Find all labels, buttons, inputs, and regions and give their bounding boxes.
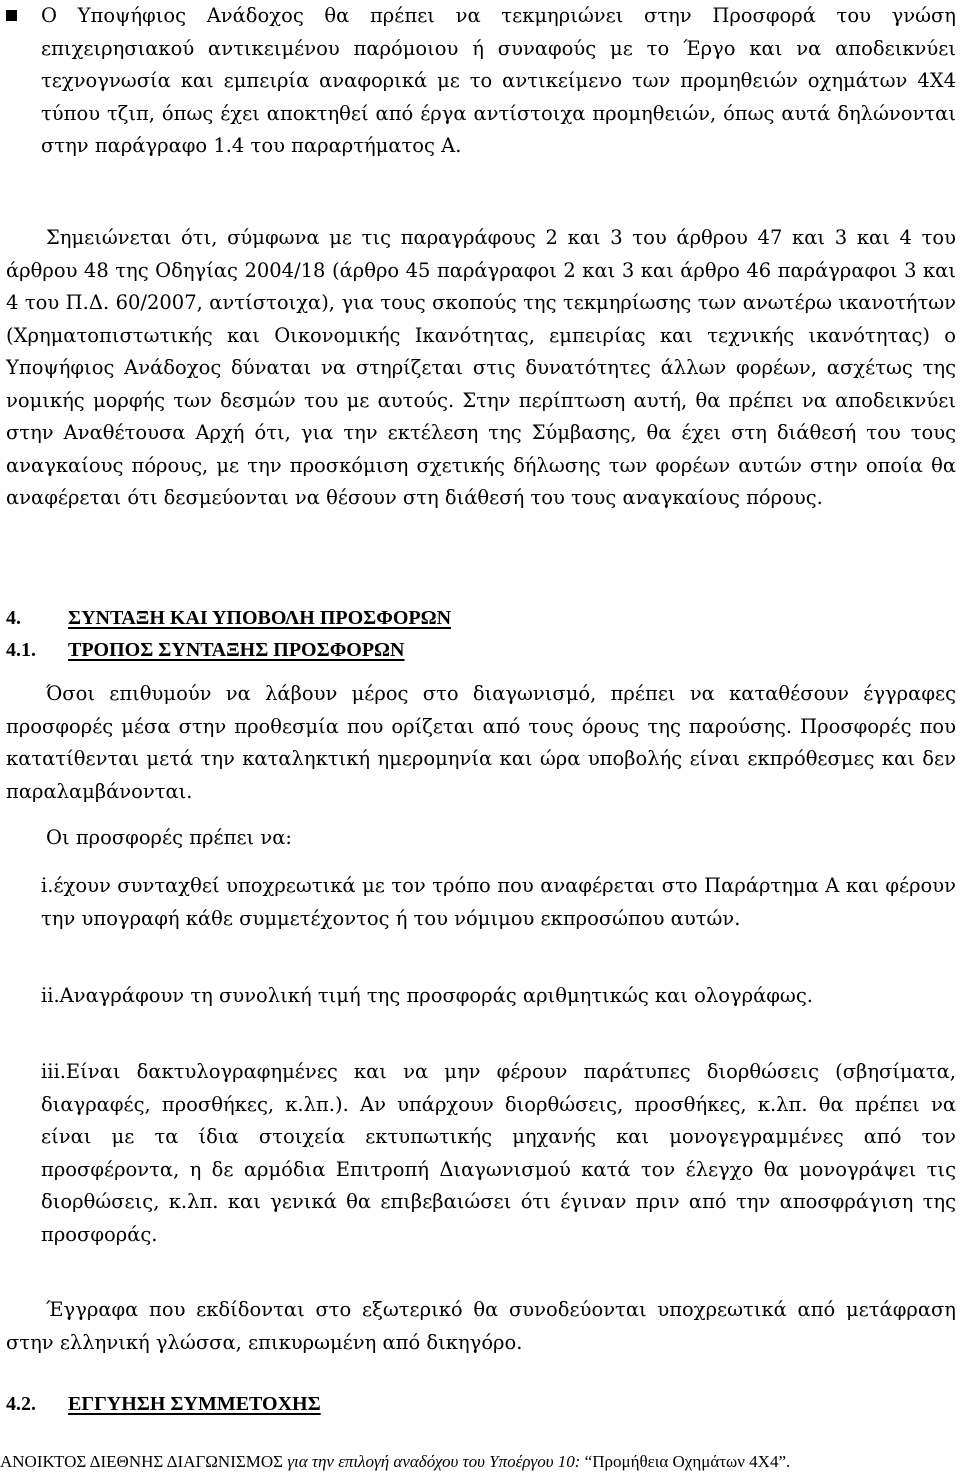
list-item-iii: [41, 1056, 956, 1251]
section-4-2-number: 4.2.: [6, 1393, 36, 1415]
section-4-title: ΣΥΝΤΑΞΗ ΚΑΙ ΥΠΟΒΟΛΗ ΠΡΟΣΦΟΡΩΝ: [68, 607, 452, 629]
section-4-2-title: ΕΓΓΥΗΣΗ ΣΥΜΜΕΤΟΧΗΣ: [68, 1393, 321, 1415]
list-item-i-text: [41, 870, 956, 935]
intro-bullet-text: Ο Υποψήφιος Ανάδοχος θα πρέπει να τεκμηριώνει στην Προσφορά του γνώση επιχειρησιακού αντικειμένου παρόμοιου ή συναφούς με το Έργο και να αποδεικνύει τεχνογνωσία και εμπειρία αναφορικά με το αντικείμενο των προμηθειών οχημάτων 4Χ4 τύπου τζιπ, όπως έχει αποκτηθεί από έργα αντίστοιχα προμηθειών, όπως αυτά δηλώνονται στην παράγραφο 1.4 του παραρτήματος Α.: [41, 4, 956, 157]
list-item-iii-body: Είναι δακτυλογραφημένες και να μην φέρουν παράτυπες διορθώσεις (σβησίματα, διαγραφές, προσθήκες, κ.λπ.). Αν υπάρχουν διορθώσεις, προσθήκες, κ.λπ. θα πρέπει να είναι με τα ίδια στοιχεία εκτυπωτικής μηχανής και μονογεγραμμένες από τον προσφέροντα, η δε αρμόδια Επιτροπή Διαγωνισμού κατά τον έλεγχο θα μονογράψει τις διορθώσεις, κ.λπ. και γενικά θα επιβεβαιώσει ότι έγιναν πριν από την αποσφράγιση της προσφοράς.: [41, 1060, 956, 1246]
list-item-i-marker: i.: [41, 874, 54, 897]
note-paragraph: Σημειώνεται ότι, σύμφωνα με τις παραγράφους 2 και 3 του άρθρου 47 και 3 και 4 του άρθρου 48 της Οδηγίας 2004/18 (άρθρο 45 παράγραφοι 2 και 3 και άρθρο 46 παράγραφοι 3 και 4 του Π.Δ. 60/2007, αντίστοιχα), για τους σκοπούς της τεκμηρίωσης των ανωτέρω ικανοτήτων (Χρηματοπιστωτικής και Οικονομικής Ικανότητας, εμπειρίας και τεχνικής ικανότητας) ο Υποψήφιος Ανάδοχος δύναται να στηρίζεται στις δυνατότητες άλλων φορέων, ασχέτως της νομικής μορφής των δεσμών του με αυτούς. Στην περίπτωση αυτή, θα πρέπει να αποδεικνύει στην Αναθέτουσα Αρχή ότι, για την εκτέλεση της Σύμβασης, θα έχει στη διάθεσή του τους αναγκαίους πόρους, με την προσκόμιση σχετικής δήλωσης των φορέων αυτών στην οποία θα αναφέρεται ότι δεσμεύονται να θέσουν στη διάθεσή του τους αναγκαίους πόρους.: [6, 226, 956, 509]
intro-bullet-item: [6, 0, 956, 163]
list-item-ii: [41, 980, 956, 1013]
section-4-1-heading: [6, 634, 405, 666]
list-item-ii-marker: ii.: [41, 984, 60, 1007]
square-bullet-icon: [6, 10, 17, 21]
list-item-ii-text: [41, 980, 956, 1013]
section-4-1-title: ΤΡΟΠΟΣ ΣΥΝΤΑΞΗΣ ΠΡΟΣΦΟΡΩΝ: [68, 639, 405, 661]
footer-italic: για την επιλογή αναδόχου του Υποέργου 10:: [283, 1452, 585, 1471]
foreign-docs-text: Έγγραφα που εκδίδονται στο εξωτερικό θα συνοδεύονται υποχρεωτικά από μετάφραση στην ελληνική γλώσσα, επικυρωμένη από δικηγόρο.: [6, 1298, 956, 1354]
footer-suffix: “Προμήθεια Οχημάτων 4Χ4”.: [584, 1452, 791, 1471]
list-item-ii-body: Αναγράφουν τη συνολική τιμή της προσφοράς αριθμητικώς και ολογράφως.: [59, 984, 813, 1007]
section-4-heading: [6, 602, 451, 634]
offers-must-text: Οι προσφορές πρέπει να:: [46, 826, 292, 849]
section-4-number: 4.: [6, 607, 21, 629]
page-footer: [0, 1450, 960, 1474]
list-item-iii-marker: iii.: [41, 1060, 66, 1083]
section-4-1-number: 4.1.: [6, 639, 36, 661]
list-item-iii-text: [41, 1056, 956, 1251]
note-paragraph-block: [6, 222, 956, 515]
footer-prefix: ΑΝΟΙΚΤΟΣ ΔΙΕΘΝΗΣ ΔΙΑΓΩΝΙΣΜΟΣ: [0, 1452, 284, 1471]
foreign-docs-block: [6, 1294, 956, 1359]
list-item-i: [41, 870, 956, 935]
section-4-1-paragraph-block: [6, 678, 956, 808]
section-4-1-paragraph: Όσοι επιθυμούν να λάβουν μέρος στο διαγωνισμό, πρέπει να καταθέσουν έγγραφες προσφορές μέσα στην προθεσμία που ορίζεται από τους όρους της παρούσης. Προσφορές που κατατίθενται μετά την καταληκτική ημερομηνία και ώρα υποβολής είναι εκπρόθεσμες και δεν παραλαμβάνονται.: [6, 682, 956, 803]
offers-must-block: [6, 822, 956, 855]
section-4-2-heading: [6, 1388, 321, 1420]
list-item-i-body: έχουν συνταχθεί υποχρεωτικά με τον τρόπο που αναφέρεται στο Παράρτημα Α και φέρουν την υπογραφή κάθε συμμετέχοντος ή του νόμιμου εκπροσώπου αυτών.: [41, 874, 956, 930]
